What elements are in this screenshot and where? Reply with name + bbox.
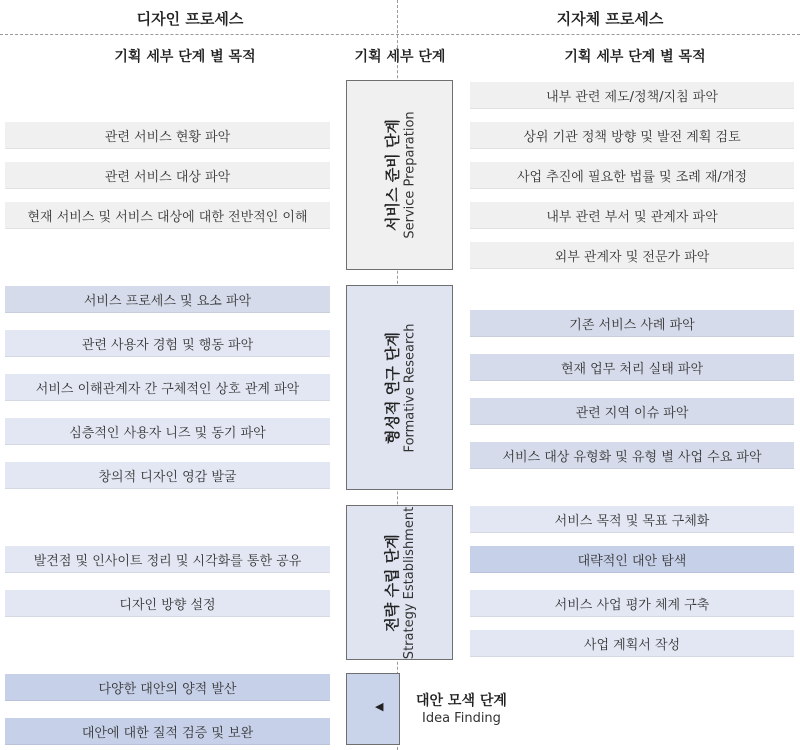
design-purpose-item: 현재 서비스 및 서비스 대상에 대한 전반적인 이해 — [5, 202, 330, 229]
stage-formative-research — [346, 285, 453, 490]
stage-label-ko: 형성적 연구 단계 — [383, 331, 402, 444]
stage-label-en: Service Preparation — [402, 111, 418, 239]
design-purpose-item: 창의적 디자인 영감 발굴 — [5, 462, 330, 489]
government-purpose-item: 사업 추진에 필요한 법률 및 조례 재/개정 — [470, 162, 794, 189]
stage-label-en: Formative Research — [402, 323, 418, 452]
design-purpose-item: 서비스 프로세스 및 요소 파악 — [5, 286, 330, 313]
government-purpose-item: 내부 관련 부서 및 관계자 파악 — [470, 202, 794, 229]
center-stage-heading: 기획 세부 단계 — [354, 49, 446, 65]
government-purpose-item: 관련 지역 이슈 파악 — [470, 398, 794, 425]
design-purpose-item: 관련 서비스 대상 파악 — [5, 162, 330, 189]
government-purpose-item: 현재 업무 처리 실태 파악 — [470, 354, 794, 381]
stage-label-ko: 서비스 준비 단계 — [383, 119, 402, 231]
design-process-header: 디자인 프로세스 — [136, 10, 244, 28]
government-purpose-item: 서비스 사업 평가 체계 구축 — [470, 590, 794, 617]
stage-label-en: Strategy Establishment — [402, 506, 418, 659]
government-purpose-item: 내부 관련 제도/정책/지침 파악 — [470, 82, 794, 109]
stage-label-ko: 전략 수립 단계 — [383, 533, 402, 632]
idea-finding-label-ko: 대안 모색 단계 — [416, 693, 507, 709]
stage-idea-finding-box — [346, 673, 400, 745]
design-purpose-item: 발견점 및 인사이트 정리 및 시각화를 통한 공유 — [5, 546, 330, 573]
government-purpose-item: 외부 관계자 및 전문가 파악 — [470, 242, 794, 269]
design-purpose-item: 관련 서비스 현황 파악 — [5, 122, 330, 149]
government-purpose-item: 서비스 목적 및 목표 구체화 — [470, 506, 794, 533]
stage-service-preparation — [346, 80, 453, 270]
government-process-header: 지자체 프로세스 — [556, 10, 664, 28]
header-divider — [0, 34, 800, 35]
design-purpose-item: 심층적인 사용자 니즈 및 동기 파악 — [5, 418, 330, 445]
government-purpose-item: 상위 기관 정책 방향 및 발전 계획 검토 — [470, 122, 794, 149]
stage-strategy-establishment — [346, 505, 453, 660]
design-purpose-item: 다양한 대안의 양적 발산 — [5, 674, 330, 701]
government-purpose-item: 서비스 대상 유형화 및 유형 별 사업 수요 파악 — [470, 442, 794, 469]
design-purpose-item: 관련 사용자 경험 및 행동 파악 — [5, 330, 330, 357]
design-purpose-item: 서비스 이해관계자 간 구체적인 상호 관계 파악 — [5, 374, 330, 401]
design-purpose-item: 디자인 방향 설정 — [5, 590, 330, 617]
government-purpose-item: 사업 계획서 작성 — [470, 630, 794, 657]
right-purpose-heading: 기획 세부 단계 별 목적 — [564, 49, 706, 65]
arrow-left-icon: ◀ — [375, 700, 384, 713]
idea-finding-label-en: Idea Finding — [422, 711, 501, 726]
design-purpose-item: 대안에 대한 질적 검증 및 보완 — [5, 718, 330, 745]
left-purpose-heading: 기획 세부 단계 별 목적 — [114, 49, 256, 65]
government-purpose-item: 기존 서비스 사례 파악 — [470, 310, 794, 337]
government-purpose-item: 대략적인 대안 탐색 — [470, 546, 794, 573]
